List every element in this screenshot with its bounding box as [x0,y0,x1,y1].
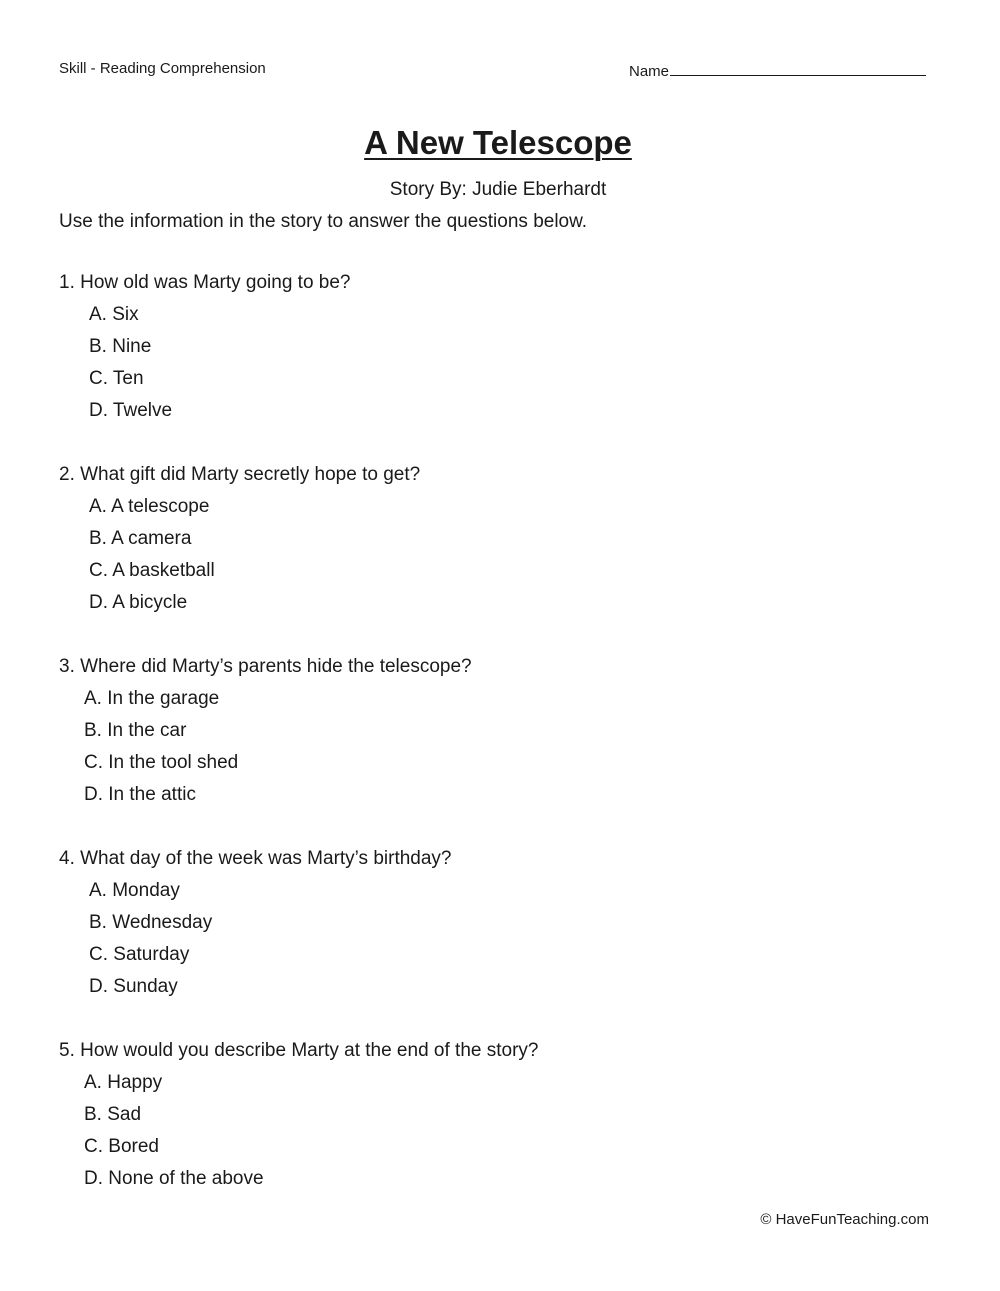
answer-option[interactable]: D. A bicycle [89,592,188,613]
worksheet-title: A New Telescope [364,124,632,161]
answer-option[interactable]: C. Saturday [89,944,190,965]
story-byline: Story By: Judie Eberhardt [389,179,607,200]
question-5 [59,1039,538,1199]
answer-option[interactable]: A. A telescope [89,496,210,517]
name-blank-line[interactable] [670,60,926,76]
answer-option[interactable]: A. Monday [89,880,180,901]
answer-option[interactable]: B. A camera [89,528,192,549]
answer-option[interactable]: C. Ten [89,368,144,389]
answer-option[interactable]: A. Six [89,304,139,325]
question-text: 3. Where did Marty’s parents hide the telescope? [59,656,472,677]
answer-option[interactable]: A. Happy [84,1072,163,1093]
name-label: Name [629,63,670,80]
answer-option[interactable]: D. Sunday [89,976,178,997]
answer-option[interactable]: C. In the tool shed [84,752,239,773]
answer-option[interactable]: B. Sad [84,1104,142,1125]
question-2 [59,463,420,623]
instructions: Use the information in the story to answer the questions below. [59,211,588,232]
answer-option[interactable]: D. Twelve [89,400,173,421]
answer-option[interactable]: B. Wednesday [89,912,213,933]
answer-option[interactable]: D. None of the above [84,1168,264,1189]
answer-option[interactable]: B. In the car [84,720,187,741]
question-1 [59,271,351,431]
question-text: 4. What day of the week was Marty’s birthday? [59,848,452,869]
answer-option[interactable]: C. A basketball [89,560,215,581]
answer-option[interactable]: C. Bored [84,1136,159,1157]
page-header [59,60,931,82]
question-text: 2. What gift did Marty secretly hope to get? [59,464,421,485]
answer-option[interactable]: A. In the garage [84,688,220,709]
question-3 [59,655,472,815]
answer-option[interactable]: D. In the attic [84,784,196,805]
skill-label: Skill - Reading Comprehension [59,60,266,77]
question-text: 1. How old was Marty going to be? [59,272,351,293]
copyright-footer: © HaveFunTeaching.com [760,1211,929,1228]
name-field[interactable] [629,60,926,80]
answer-option[interactable]: B. Nine [89,336,152,357]
question-text: 5. How would you describe Marty at the end of the story? [59,1040,539,1061]
question-4 [59,847,452,1007]
